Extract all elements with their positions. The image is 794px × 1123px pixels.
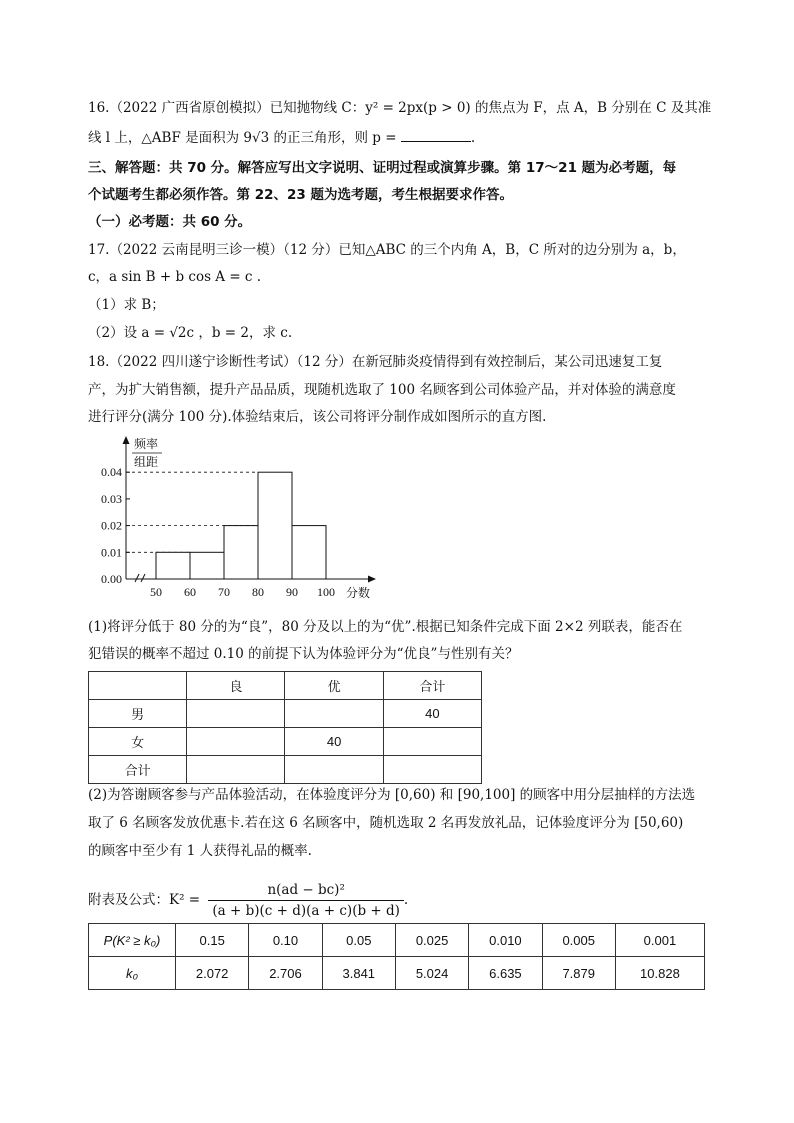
q18-line2: 产，为扩大销售额，提升产品品质，现随机选取了 100 名顾客到公司体验产品，并对体验的满意度 <box>88 382 676 398</box>
contingency-row <box>89 700 482 728</box>
section3-line2: 个试题考生都必须作答。第 22、23 题为选考题，考生根据要求作答。 <box>88 187 513 203</box>
k0-row <box>89 957 705 990</box>
y-tick-label: 0.02 <box>101 518 122 533</box>
x-tick-label: 70 <box>218 585 230 599</box>
q17-part2: （2）设 a = √2c ，b = 2，求 c. <box>88 325 293 341</box>
contingency-cell <box>187 756 285 784</box>
k-table-cell: 0.10 <box>249 924 322 957</box>
q17-part1: （1）求 B； <box>88 297 165 313</box>
k-table-cell: 10.828 <box>615 957 704 990</box>
q16-line2-end: . <box>470 130 476 146</box>
y-tick-label: 0.00 <box>101 572 122 586</box>
formula-fraction <box>208 880 404 921</box>
contingency-cell <box>187 700 285 728</box>
histogram-bar <box>224 526 258 579</box>
k-table-cell: 5.024 <box>395 957 468 990</box>
k-table-cell: 2.706 <box>249 957 322 990</box>
contingency-cell: 合计 <box>383 672 481 700</box>
q16-line1: 16.（2022 广西省原创模拟）已知抛物线 C：y² = 2px(p > 0) 的焦点为 F，点 A，B 分别在 C 及其准 <box>88 100 712 116</box>
probability-row <box>89 924 705 957</box>
x-tick-label: 50 <box>150 585 162 599</box>
histogram-bar <box>292 526 326 579</box>
q17-line1: 17.（2022 云南昆明三诊一模）（12 分）已知△ABC 的三个内角 A，B，C 所对的边分别为 a，b， <box>88 242 686 258</box>
y-tick-label: 0.04 <box>101 465 122 480</box>
contingency-cell: 优 <box>285 672 383 700</box>
q16-line2-text: 线 l 上，△ABF 是面积为 9√3 的正三角形，则 p = <box>88 130 397 146</box>
contingency-table <box>88 671 482 784</box>
k-table-cell: 0.010 <box>469 924 542 957</box>
contingency-cell: 合计 <box>89 756 187 784</box>
k-table-cell: 3.841 <box>322 957 395 990</box>
histogram-bar <box>258 472 292 579</box>
contingency-cell <box>89 672 187 700</box>
q18-part2-line1: (2)为答谢顾客参与产品体验活动，在体验度评分为 [0,60) 和 [90,100] 的顾客中用分层抽样的方法选 <box>88 787 696 803</box>
q18-line3: 进行评分(满分 100 分).体验结束后，该公司将评分制作成如图所示的直方图. <box>88 409 547 425</box>
histogram-bar <box>190 552 224 579</box>
answer-blank <box>401 129 471 142</box>
k-table-cell: 7.879 <box>542 957 615 990</box>
x-axis-arrow <box>368 576 376 583</box>
y-tick-label: 0.01 <box>101 545 122 560</box>
y-axis-label-denominator: 组距 <box>134 455 159 469</box>
k-table-label: k₀ <box>89 957 176 990</box>
formula-numerator: n(ad − bc)² <box>208 880 404 901</box>
k-table-cell: 0.005 <box>542 924 615 957</box>
k-table-label: P(K² ≥ k₀) <box>89 924 176 957</box>
section3-line1: 三、解答题：共 70 分。解答应写出文字说明、证明过程或演算步骤。第 17～21 题为必考题，每 <box>88 160 677 176</box>
q18-line1: 18.（2022 四川遂宁诊断性考试）（12 分）在新冠肺炎疫情得到有效控制后，某公司迅速复工复 <box>88 354 663 370</box>
y-axis-label-numerator: 频率 <box>134 437 159 451</box>
q18-part2-line3: 的顾客中至少有 1 人获得礼品的概率. <box>88 843 312 859</box>
contingency-cell: 男 <box>89 700 187 728</box>
contingency-header-row <box>89 672 482 700</box>
k-table-cell: 6.635 <box>469 957 542 990</box>
x-tick-label: 60 <box>184 585 196 599</box>
q18-part2-line2: 取了 6 名顾客发放优惠卡.若在这 6 名顾客中，随机选取 2 名再发放礼品，记体验度评分为 [50,60) <box>88 815 684 831</box>
q17-line2: c，a sin B + b cos A = c . <box>88 269 262 285</box>
x-tick-label: 100 <box>317 585 335 599</box>
k-table-cell: 0.001 <box>615 924 704 957</box>
histogram-chart <box>88 432 388 602</box>
contingency-cell: 40 <box>383 700 481 728</box>
critical-value-table <box>88 923 705 990</box>
contingency-cell <box>383 756 481 784</box>
formula <box>88 880 408 921</box>
q16-line2 <box>88 128 475 148</box>
contingency-cell <box>187 728 285 756</box>
k-table-cell: 0.15 <box>176 924 249 957</box>
k-table-cell: 0.05 <box>322 924 395 957</box>
x-axis-label: 分数 <box>346 586 371 600</box>
axis-break-mark <box>135 574 145 582</box>
formula-prefix: 附表及公式：K² = <box>88 892 201 908</box>
section3-subheading: （一）必考题：共 60 分。 <box>88 214 252 230</box>
contingency-cell <box>383 728 481 756</box>
x-tick-label: 80 <box>252 585 264 599</box>
y-tick-label: 0.03 <box>101 491 122 506</box>
contingency-cell <box>285 700 383 728</box>
contingency-cell: 40 <box>285 728 383 756</box>
q18-part1-line1: (1)将评分低于 80 分的为“良”，80 分及以上的为“优”.根据已知条件完成下面 2×2 列联表，能否在 <box>88 619 683 635</box>
q18-part1-line2: 犯错误的概率不超过 0.10 的前提下认为体验评分为“优良”与性别有关？ <box>88 646 519 662</box>
formula-end: . <box>403 892 409 908</box>
contingency-cell <box>285 756 383 784</box>
k-table-cell: 0.025 <box>395 924 468 957</box>
x-tick-label: 90 <box>286 585 298 599</box>
contingency-row <box>89 728 482 756</box>
formula-denominator: (a + b)(c + d)(a + c)(b + d) <box>212 903 400 919</box>
contingency-cell: 良 <box>187 672 285 700</box>
contingency-cell: 女 <box>89 728 187 756</box>
histogram-bar <box>156 552 190 579</box>
y-axis-arrow <box>123 436 130 444</box>
k-table-cell: 2.072 <box>176 957 249 990</box>
contingency-row <box>89 756 482 784</box>
